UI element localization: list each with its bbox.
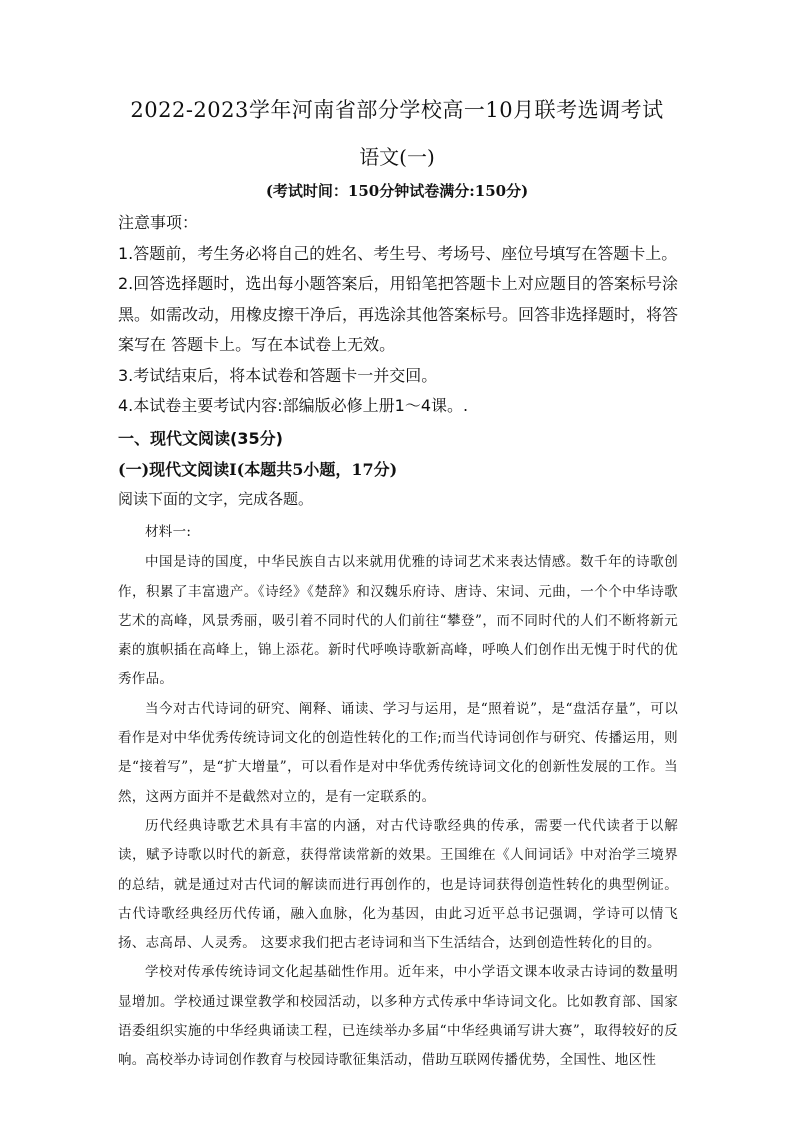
subsection-heading: (一)现代文阅读Ⅰ(本题共5小题，17分) — [118, 460, 398, 479]
material-paragraph: 当今对古代诗词的研究、阐释、诵读、学习与运用，是“照着说”，是“盘活存量”，可以看作是对中华优秀传统诗词文化的创造性转化的工作;而当代诗词创作与研究、传播运用，则是“接着写”，是“扩大增量”，可以看作是对中华优秀传统诗词文化的创新性发展的工作。当然，这两方面并不是截然对立的，是有一定联系的。 — [118, 700, 678, 805]
note-item: 3.考试结束后，将本试卷和答题卡一并交回。 — [118, 365, 438, 385]
note-item: 2.回答选择题时，选出每小题答案后，用铅笔把答题卡上对应题目的答案标号涂黑。如需改动，用橡皮擦干净后，再选涂其他答案标号。回答非选择题时，将答案写在 答题卡上。写在本试卷上无效。 — [118, 274, 679, 354]
exam-subject: 语文(一) — [359, 145, 435, 169]
reading-instruction: 阅读下面的文字，完成各题。 — [118, 490, 314, 508]
material-text — [118, 518, 678, 1076]
material-label: 材料一: — [145, 524, 192, 540]
section-heading: 一、现代文阅读(35分) — [118, 429, 283, 448]
material-paragraph: 历代经典诗歌艺术具有丰富的内涵，对古代诗歌经典的传承，需要一代代读者于以解读，赋予诗歌以时代的新意，获得常读常新的效果。王国维在《人间词话》中对治学三境界的总结，就是通过对古代词的解读而进行再创作的，也是诗词获得创造性转化的典型例证。古代诗歌经典经历代传诵，融入血脉，化为基因，由此习近平总书记强调，学诗可以情飞扬、志高昂、人灵秀。 这要求我们把古老诗词和当下生活结合，达到创造性转化的目的。 — [118, 817, 678, 952]
notes-heading: 注意事项： — [118, 213, 199, 232]
notes-block — [118, 208, 678, 422]
exam-title: 2022-2023学年河南省部分学校高一10月联考选调考试 — [130, 98, 664, 122]
material-paragraph: 学校对传承传统诗词文化起基础性作用。近年来，中小学语文课本收录古诗词的数量明显增加。学校通过课堂教学和校园活动，以多种方式传承中华诗词文化。比如教育部、国家语委组织实施的中华经典诵读工程，已连续举办多届“中华经典诵写讲大赛”，取得较好的反响。高校举办诗词创作教育与校园诗歌征集活动，借助互联网传播优势，全国性、地区性 — [118, 964, 678, 1069]
note-item: 4.本试卷主要考试内容:部编版必修上册1～4课。. — [118, 396, 469, 415]
exam-time-info: (考试时间：150分钟试卷满分:150分) — [265, 182, 529, 200]
material-paragraph: 中国是诗的国度，中华民族自古以来就用优雅的诗词艺术来表达情感。数千年的诗歌创作，积累了丰富遗产。《诗经》《楚辞》和汉魏乐府诗、唐诗、宋词、元曲，一个个中华诗歌艺术的高峰，风景秀丽，吸引着不同时代的人们前往“攀登”，而不同时代的人们不断将新元素的旗帜插在高峰上，锦上添花。新时代呼唤诗歌新高峰，呼唤人们创作出无愧于时代的优秀作品。 — [118, 554, 678, 688]
note-item: 1.答题前，考生务必将自己的姓名、考生号、考场号、座位号填写在答题卡上。 — [118, 243, 678, 263]
